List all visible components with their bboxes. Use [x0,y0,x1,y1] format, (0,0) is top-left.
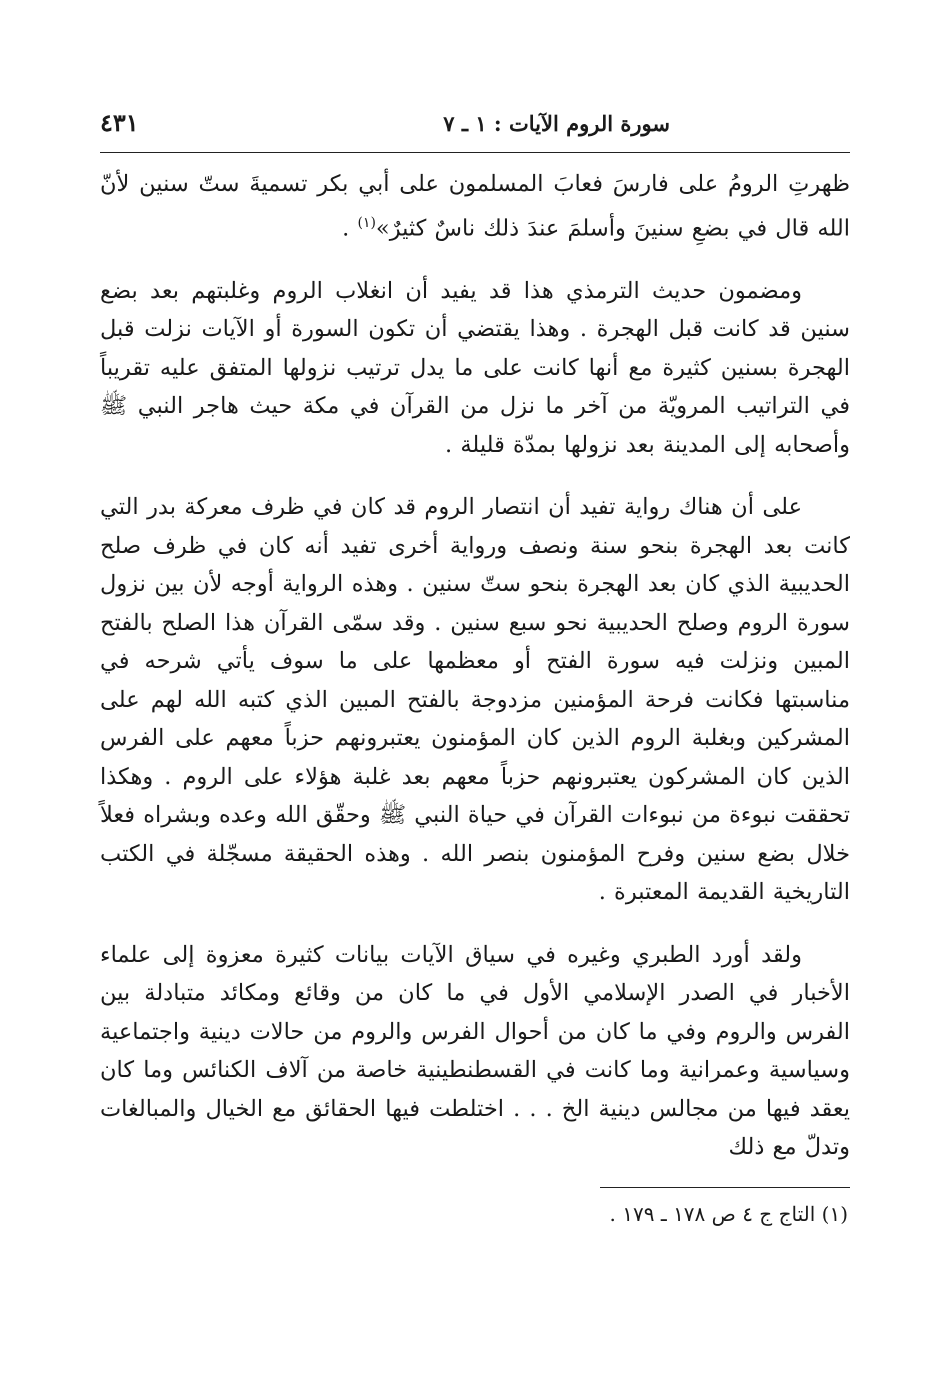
page-header [100,108,850,153]
paragraph-2: ومضمون حديث الترمذي هذا قد يفيد أن انغلاب الروم وغلبتهم بعد بضع سنين قد كانت قبل الهجرة . وهذا يقتضي أن تكون السورة أو الآيات نزلت قبل الهجرة بسنين كثيرة مع أنها كانت على ما يدل ترتيب نزولها المتفق عليه تقريباً في التراتيب المرويّة من آخر ما نزل من القرآن في مكة حيث هاجر النبي ﷺ وأصحابه إلى المدينة بعد نزولها بمدّة قليلة . [100,277,850,458]
body-text [100,165,850,1167]
footnote: (١) التاج ج ٤ ص ١٧٨ ـ ١٧٩ . [609,1201,848,1226]
paragraph-1 [100,165,850,248]
page-number: ٤٣١ [100,108,139,137]
running-title: سورة الروم الآيات : ١ ـ ٧ [443,111,670,136]
footnote-reference: (١) [357,214,376,231]
footnote-divider [600,1187,850,1188]
book-page [100,108,850,1230]
paragraph-1-text: ظهرتِ الرومُ على فارسَ فعابَ المسلمون على أبي بكر تسميةَ ستّ سنين لأنّ الله قال في بضعِ سنينَ وأسلمَ عندَ ذلك ناسٌ كثيرٌ» [100,171,850,241]
paragraph-1-tail: . [342,215,358,241]
paragraph-4: ولقد أورد الطبري وغيره في سياق الآيات بيانات كثيرة معزوة إلى علماء الأخبار في الصدر الإسلامي الأول في ما كان من وقائع ومكائد متبادلة بين الفرس والروم وفي ما كان من أحوال الفرس والروم من حالات دينية واجتماعية وسياسية وعمرانية وما كانت في القسطنطينية خاصة من آلاف الكنائس وما كان يعقد فيها من مجالس دينية الخ . . . اختلطت فيها الحقائق مع الخيال والمبالغات وتدلّ مع ذلك [100,941,850,1160]
paragraph-3: على أن هناك رواية تفيد أن انتصار الروم قد كان في ظرف معركة بدر التي كانت بعد الهجرة بنحو سنة ونصف ورواية أخرى تفيد أنه كان في ظرف صلح الحديبية الذي كان بعد الهجرة بنحو ستّ سنين . وهذه الرواية أوجه لأن بين نزول سورة الروم وصلح الحديبية نحو سبع سنين . وقد سمّى القرآن هذا الصلح بالفتح المبين ونزلت فيه سورة الفتح أو معظمها على ما سوف يأتي شرحه في مناسبتها فكانت فرحة المؤمنين مزدوجة بالفتح المبين الذي كتبه الله لهم على المشركين وبغلبة الروم الذين كان المؤمنون يعتبرونهم حزباً معهم على الفرس الذين كان المشركون يعتبرونهم حزباً معهم بعد غلبة هؤلاء على الروم . وهكذا تحققت نبوءة من نبوءات القرآن في حياة النبي ﷺ وحقّق الله وعده وبشراه فعلاً خلال بضع سنين وفرح المؤمنون بنصر الله . وهذه الحقيقة مسجّلة في الكتب التاريخية القديمة المعتبرة . [100,494,850,905]
